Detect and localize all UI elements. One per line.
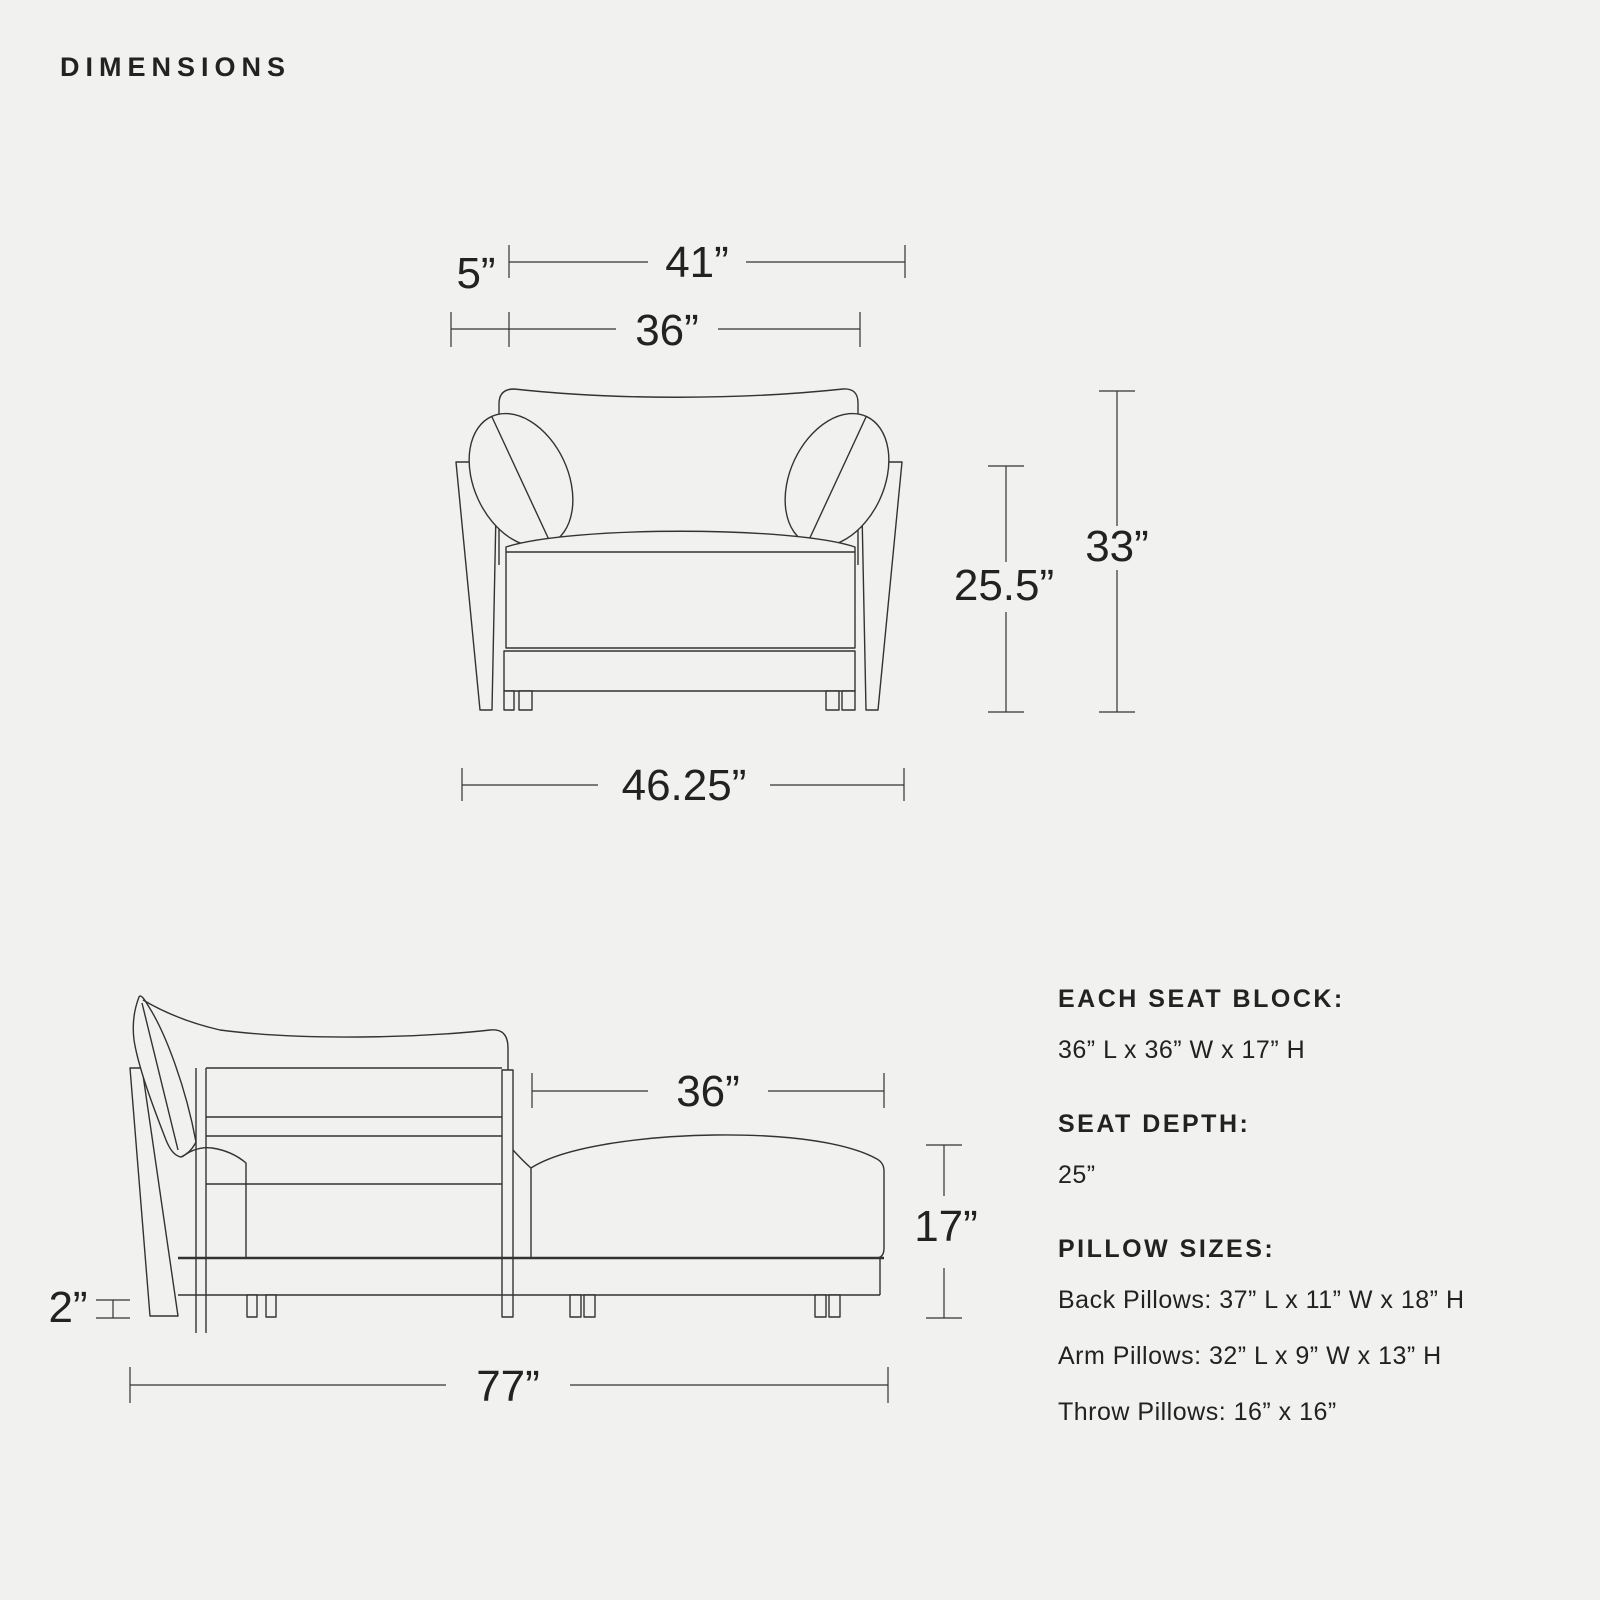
spec-header-seat-block: EACH SEAT BLOCK: xyxy=(1058,985,1345,1013)
dim-label-overall-width: 46.25” xyxy=(621,761,747,810)
spec-value-seat-block: 36” L x 36” W x 17” H xyxy=(1058,1036,1306,1064)
front-left-leg xyxy=(519,691,532,710)
spec-block-depth xyxy=(1058,1110,1558,1189)
ottoman-cushion-lip xyxy=(513,1150,531,1168)
dim-label-seat-height: 17” xyxy=(914,1202,978,1251)
spec-block-pillows xyxy=(1058,1235,1558,1426)
front-right-leg xyxy=(826,691,839,710)
spec-value-seat-depth: 25” xyxy=(1058,1161,1096,1189)
spec-panel xyxy=(1058,985,1558,1426)
dim-label-seat-block-length: 36” xyxy=(676,1067,740,1116)
side-view-legs xyxy=(247,1295,840,1317)
seat-cushion xyxy=(506,531,855,648)
front-left-foot xyxy=(504,691,514,710)
dim-label-overall-length: 77” xyxy=(476,1362,540,1411)
dim-label-overall-height: 33” xyxy=(1085,522,1149,571)
page-title: DIMENSIONS xyxy=(60,52,292,82)
spec-value-back-pillows: Back Pillows: 37” L x 11” W x 18” H xyxy=(1058,1286,1465,1314)
side-back-cushion-curve xyxy=(143,1000,508,1070)
seat-profile-curve xyxy=(182,1148,246,1257)
base-rail xyxy=(504,651,855,691)
spec-value-arm-pillows: Arm Pillows: 32” L x 9” W x 13” H xyxy=(1058,1342,1442,1370)
dim-label-leg-height: 2” xyxy=(48,1283,88,1332)
base-bottom-rail xyxy=(178,1258,880,1295)
dim-label-back-height: 25.5” xyxy=(953,561,1055,610)
ottoman-cushion xyxy=(531,1135,884,1258)
chaise-side-view xyxy=(130,996,884,1333)
dim-line-leg-height xyxy=(96,1300,130,1318)
dim-label-overall-top-width: 41” xyxy=(665,238,729,287)
dim-label-arm-width: 5” xyxy=(456,249,496,298)
dim-label-seat-width: 36” xyxy=(635,306,699,355)
spec-value-throw-pillows: Throw Pillows: 16” x 16” xyxy=(1058,1398,1337,1426)
front-right-foot xyxy=(842,691,855,710)
spec-header-seat-depth: SEAT DEPTH: xyxy=(1058,1110,1251,1138)
left-frame-post xyxy=(196,1068,206,1333)
spec-block-seat xyxy=(1058,985,1558,1064)
frame-rails xyxy=(206,1068,502,1184)
spec-header-pillow-sizes: PILLOW SIZES: xyxy=(1058,1235,1276,1263)
armchair-front-view xyxy=(449,389,909,710)
right-frame-post xyxy=(502,1070,513,1317)
